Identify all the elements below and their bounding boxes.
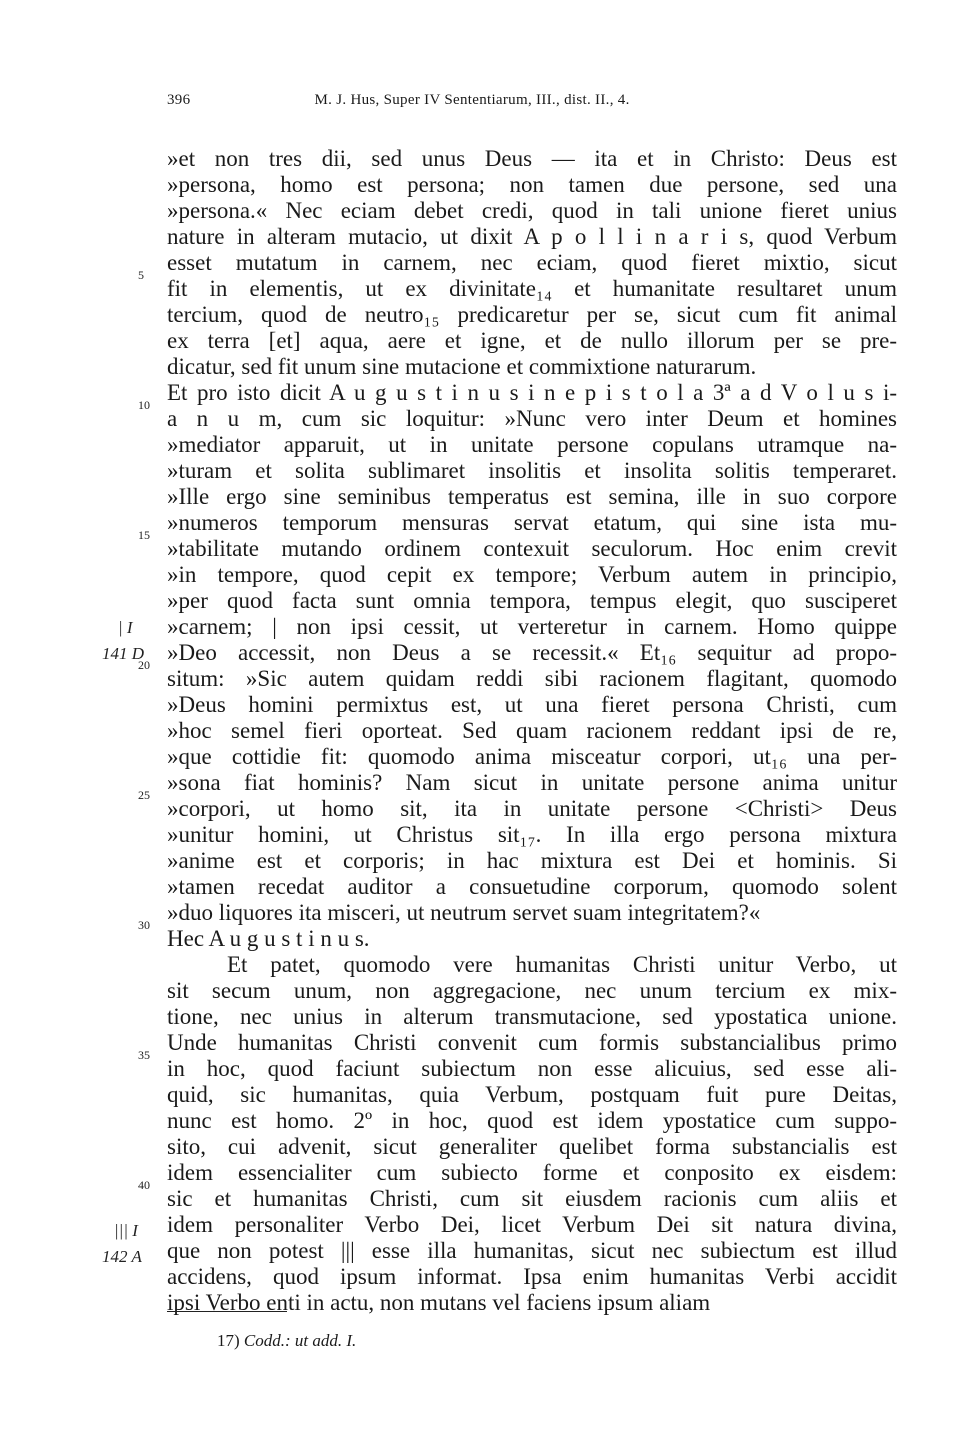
text-line: »persona.« Nec eciam debet credi, quod in tali unione fieret unius [167,198,897,223]
text-line: »turam et solita sublimaret insolitis et insolita solitis temperaret. [167,458,897,483]
text-line: nunc est homo. 2º in hoc, quod est idem ypostatice cum suppo- [167,1108,897,1133]
running-title: M. J. Hus, Super IV Sententiarum, III., dist. II., 4. [314,92,630,108]
text-line: accidens, quod ipsum informat. Ipsa enim humanitas Verbi accidit [167,1264,897,1289]
text-line: »per quod facta sunt omnia tempora, tempus elegit, quo susciperet [167,588,897,613]
margin-note-ms-i: | I [118,618,133,637]
running-header [167,92,630,109]
footnote-rule [167,1311,287,1312]
footnote-text: Codd.: ut add. I. [243,1331,357,1350]
text-line: »et non tres dii, sed unus Deus — ita et in Christo: Deus est [167,146,897,171]
text-line: »Deus homini permixtus est, ut una fieret persona Christi, cum [167,692,897,717]
text-line: »persona, homo est persona; non tamen due persone, sed una [167,172,897,197]
text-line: sito, cui advenit, sicut generaliter quelibet forma substancialis est [167,1134,897,1159]
text-line: »mediator apparuit, ut in unitate persone copulans utramque na- [167,432,897,457]
text-line: »anime est et corporis; in hac mixtura est Dei et hominis. Si [167,848,897,873]
text-line: tione, nec unius in alterum transmutacione, sed ypostatica unione. [167,1004,897,1029]
text-line: esset mutatum in carnem, nec eciam, quod fieret mixtio, sicut [167,250,897,275]
text-line: »que cottidie fit: quomodo anima misceatur corpori, ut₁₆ una per- [167,744,897,769]
text-line: »tamen recedat auditor a consuetudine corporum, quomodo solent [167,874,897,899]
text-line: idem personaliter Verbo Dei, licet Verbum Dei sit natura divina, [167,1212,897,1237]
text-line: fit in elementis, ut ex divinitate₁₄ et humanitate resultaret unum [167,276,897,301]
margin-note-141d: 141 D [102,644,145,663]
text-line: »in tempore, quod cepit ex tempore; Verbum autem in principio, [167,562,897,587]
text-line: »Deo accessit, non Deus a se recessit.« Et₁₆ sequitur ad propo- [167,640,897,665]
text-line: Et pro isto dicit A u g u s t i n u s i n e p i s t o l a 3ª a d V o l u s i- [167,380,897,405]
line-number-10: 10 [138,398,150,412]
footnote [217,1331,356,1351]
page-number: 396 [167,92,191,108]
text-line: idem essencialiter cum subiecto forme et conposito ex eisdem: [167,1160,897,1185]
text-line: »duo liquores ita misceri, ut neutrum servet suam integritatem?« [167,900,761,925]
text-line: nature in alteram mutacio, ut dixit A p o l l i n a r i s, quod Verbum [167,224,897,249]
text-line: dicatur, sed fit unum sine mutacione et commixtione naturarum. [167,354,757,379]
line-number-5: 5 [138,268,144,282]
text-line: »hoc semel fieri oporteat. Sed quam racionem reddant ipsi de re, [167,718,897,743]
text-line: »corpori, ut homo sit, ita in unitate persone <Christi> Deus [167,796,897,821]
main-text [167,146,897,1316]
text-line: Hec A u g u s t i n u s. [167,926,370,951]
text-line: sic et humanitas Christi, cum sit eiusdem racionis cum aliis et [167,1186,897,1211]
text-line: »sona fiat hominis? Nam sicut in unitate persone anima unitur [167,770,897,795]
text-line: situm: »Sic autem quidam reddi sibi racionem flagitant, quomodo [167,666,897,691]
text-line: ex terra [et] aqua, aere et igne, et de nullo illorum per se pre- [167,328,897,353]
line-number-40: 40 [138,1178,150,1192]
text-line: a n u m, cum sic loquitur: »Nunc vero inter Deum et homines [167,406,897,431]
footnote-marker: 17) [217,1331,240,1350]
text-line: que non potest ||| esse illa humanitas, sicut nec subiectum est illud [167,1238,897,1263]
text-line: tercium, quod de neutro₁₅ predicaretur per se, sicut cum fit animal [167,302,897,327]
text-line: quid, sic humanitas, quia Verbum, postquam fuit pure Deitas, [167,1082,897,1107]
text-line: »unitur homini, ut Christus sit₁₇. In illa ergo persona mixtura [167,822,897,847]
text-line: in hoc, quod faciunt subiectum non esse alicuius, sed esse ali- [167,1056,897,1081]
line-number-35: 35 [138,1048,150,1062]
line-number-30: 30 [138,918,150,932]
text-line: »numeros temporum mensuras servat etatum, qui sine ista mu- [167,510,897,535]
text-line: »tabilitate mutando ordinem contexuit seculorum. Hoc enim crevit [167,536,897,561]
line-number-20: 20 [138,658,150,672]
margin-note-142a: 142 A [102,1247,142,1266]
text-line: Et patet, quomodo vere humanitas Christi unitur Verbo, ut [227,952,897,977]
line-number-15: 15 [138,528,150,542]
text-line: »Ille ergo sine seminibus temperatus est semina, ille in suo corpore [167,484,897,509]
text-line: ipsi Verbo enti in actu, non mutans vel faciens ipsum aliam [167,1290,711,1315]
text-line: sit secum unum, non aggregacione, nec unum tercium ex mix- [167,978,897,1003]
line-number-25: 25 [138,788,150,802]
margin-note-ms-i-2: ||| I [114,1221,138,1240]
text-line: »carnem; | non ipsi cessit, ut verteretur in carnem. Homo quippe [167,614,897,639]
text-line: Unde humanitas Christi convenit cum formis substancialibus primo [167,1030,897,1055]
